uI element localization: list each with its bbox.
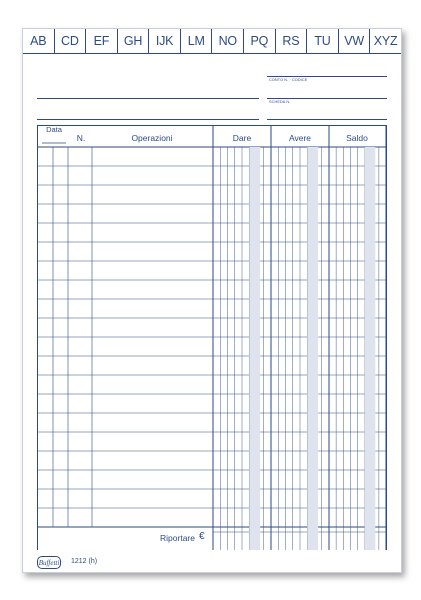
account-line-2 [267,98,387,99]
balance-shade-band [365,147,376,550]
ledger-sheet [22,28,402,573]
index-tab-cd[interactable]: CD [55,29,87,53]
ledger-table [37,125,387,550]
sheet-label: SCHEDA N. [269,100,291,104]
header-number: N. [76,133,86,143]
footer [37,555,397,569]
account-label: CONTO N. · CODICE [269,78,308,82]
index-tab-rs[interactable]: RS [276,29,308,53]
index-tab-ef[interactable]: EF [86,29,118,53]
index-tab-no[interactable]: NO [212,29,244,53]
account-line [267,76,387,77]
ledger-grid [37,125,387,550]
carry-forward-label: Riportare [160,533,195,543]
alphabet-index-tabs [23,29,401,54]
index-tab-xyz[interactable]: XYZ [373,34,398,48]
credit-shade-band [307,147,318,550]
table-frame [38,126,387,551]
currency-symbol: € [199,531,205,542]
index-tab-tu[interactable]: TU [307,29,339,53]
index-tab-ijk[interactable]: IJK [149,29,181,53]
brand-logo: Buffetti [37,556,61,569]
header-debit: Dare [232,133,252,143]
header-rule-2 [267,119,387,120]
description-line [37,98,259,99]
product-code: 1212 (h) [71,558,98,565]
debit-shade-band [249,147,260,550]
header-date: Data [46,125,62,134]
index-tab-gh[interactable]: GH [118,29,150,53]
header-operations: Operazioni [131,133,173,143]
index-tab-pq[interactable]: PQ [244,29,276,53]
header-rule [37,119,259,120]
index-tab-lm[interactable]: LM [181,29,213,53]
header-credit: Avere [288,133,312,143]
index-tab-vw[interactable]: VW [339,29,371,53]
header-balance: Saldo [346,133,368,143]
index-tab-ab[interactable]: AB [23,29,55,53]
